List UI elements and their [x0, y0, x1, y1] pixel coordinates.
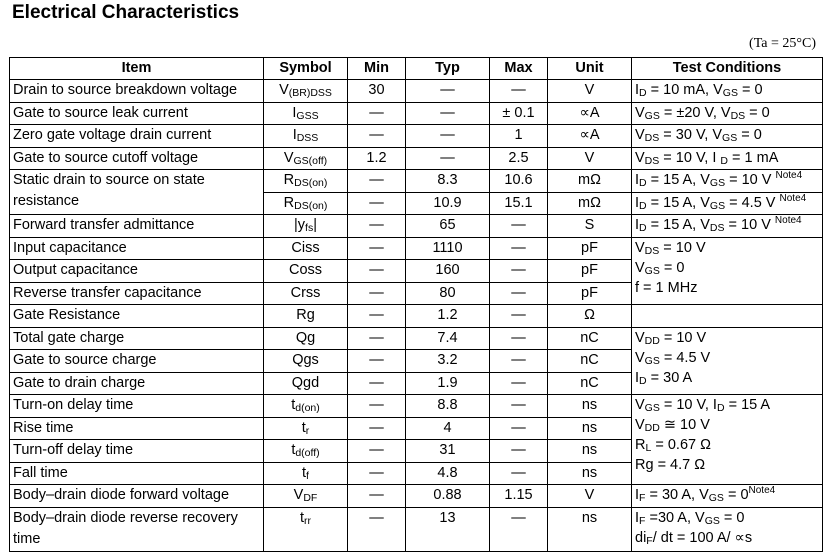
- item-cell: Total gate charge: [10, 327, 264, 350]
- header-unit: Unit: [548, 58, 632, 80]
- item-cell: Drain to source breakdown voltage: [10, 80, 264, 103]
- max-cell: —: [490, 507, 548, 551]
- symbol-cell: $R_{DS(on)}$: [264, 192, 348, 215]
- min-cell: —: [348, 327, 406, 350]
- typ-cell: 31: [406, 440, 490, 463]
- test-condition-cell: $V_{GS} = \pm 20$ V, $V_{DS} = 0$: [632, 102, 823, 125]
- typ-cell: —: [406, 125, 490, 148]
- unit-cell: V: [548, 147, 632, 170]
- item-cell: Rise time: [10, 417, 264, 440]
- header-item: Item: [10, 58, 264, 80]
- unit-cell: V: [548, 80, 632, 103]
- max-cell: —: [490, 305, 548, 328]
- max-cell: 10.6: [490, 170, 548, 193]
- min-cell: —: [348, 125, 406, 148]
- test-condition-cell: $V_{DS} = 30$ V, $V_{GS} = 0$: [632, 125, 823, 148]
- typ-cell: —: [406, 147, 490, 170]
- typ-cell: 8.3: [406, 170, 490, 193]
- unit-cell: S: [548, 215, 632, 238]
- max-cell: —: [490, 282, 548, 305]
- min-cell: —: [348, 440, 406, 463]
- test-condition-cell: $V_{GS} = 10$ V, $I_D = 15$ A $V_{DD}$ ≅ 10 V $R_L = 0.67$ Ω Rg = 4.7 Ω: [632, 395, 823, 485]
- min-cell: —: [348, 507, 406, 551]
- typ-cell: 13: [406, 507, 490, 551]
- test-condition-cell: $V_{DS} = 10$ V, I $_D$ = 1 mA: [632, 147, 823, 170]
- min-cell: —: [348, 417, 406, 440]
- item-cell: Fall time: [10, 462, 264, 485]
- item-cell: Body–drain diode reverse recovery time: [10, 507, 264, 551]
- header-min: Min: [348, 58, 406, 80]
- min-cell: —: [348, 485, 406, 508]
- test-condition-cell: $V_{DD} = 10$ V $V_{GS} = 4.5$ V $I_D = 30$ A: [632, 327, 823, 395]
- electrical-characteristics-table: [9, 57, 823, 552]
- max-cell: —: [490, 372, 548, 395]
- item-cell: Forward transfer admittance: [10, 215, 264, 238]
- min-cell: —: [348, 237, 406, 260]
- unit-cell: ns: [548, 440, 632, 463]
- unit-cell: ns: [548, 462, 632, 485]
- min-cell: —: [348, 102, 406, 125]
- unit-cell: nC: [548, 350, 632, 373]
- item-cell: Gate to drain charge: [10, 372, 264, 395]
- test-condition-cell: $I_D = 10$ mA, $V_{GS} = 0$: [632, 80, 823, 103]
- item-cell: Turn-off delay time: [10, 440, 264, 463]
- typ-cell: 8.8: [406, 395, 490, 418]
- table-row: [10, 170, 823, 193]
- symbol-cell: $|y_{fs}|$: [264, 215, 348, 238]
- typ-cell: 4: [406, 417, 490, 440]
- test-condition-cell: $V_{DS} = 10$ V $V_{GS} = 0$ f = 1 MHz: [632, 237, 823, 305]
- item-cell: Zero gate voltage drain current: [10, 125, 264, 148]
- max-cell: —: [490, 395, 548, 418]
- symbol-cell: Rg: [264, 305, 348, 328]
- symbol-cell: $V_{DF}$: [264, 485, 348, 508]
- unit-cell: nC: [548, 327, 632, 350]
- typ-cell: 4.8: [406, 462, 490, 485]
- unit-cell: mΩ: [548, 192, 632, 215]
- max-cell: 1.15: [490, 485, 548, 508]
- test-condition-cell: $I_D = 15$ A, $V_{GS} = 10$ V $^{Note4}$: [632, 170, 823, 193]
- unit-cell: ∝A: [548, 125, 632, 148]
- max-cell: —: [490, 260, 548, 283]
- typ-cell: 1110: [406, 237, 490, 260]
- min-cell: —: [348, 395, 406, 418]
- test-condition-cell: [632, 305, 823, 328]
- test-condition-cell: $I_F = 30$ A, $V_{GS} = 0^{Note4}$: [632, 485, 823, 508]
- typ-cell: 0.88: [406, 485, 490, 508]
- symbol-cell: $t_{rr}$: [264, 507, 348, 551]
- header-symbol: Symbol: [264, 58, 348, 80]
- max-cell: ± 0.1: [490, 102, 548, 125]
- symbol-cell: $t_f$: [264, 462, 348, 485]
- section-title: Electrical Characteristics: [12, 2, 240, 23]
- typ-cell: 1.2: [406, 305, 490, 328]
- typ-cell: 10.9: [406, 192, 490, 215]
- symbol-cell: $R_{DS(on)}$: [264, 170, 348, 193]
- typ-cell: —: [406, 80, 490, 103]
- min-cell: —: [348, 462, 406, 485]
- max-cell: —: [490, 417, 548, 440]
- table-row: [10, 507, 823, 551]
- temperature-note: (Ta = 25°C): [749, 36, 816, 51]
- item-cell: Gate to source leak current: [10, 102, 264, 125]
- symbol-cell: $t_{d(off)}$: [264, 440, 348, 463]
- table-row: [10, 215, 823, 238]
- item-cell: Static drain to source on state resistance: [10, 170, 264, 215]
- symbol-cell: $I_{DSS}$: [264, 125, 348, 148]
- symbol-cell: Qgs: [264, 350, 348, 373]
- min-cell: —: [348, 215, 406, 238]
- typ-cell: 1.9: [406, 372, 490, 395]
- header-max: Max: [490, 58, 548, 80]
- unit-cell: pF: [548, 260, 632, 283]
- item-cell: Gate to source cutoff voltage: [10, 147, 264, 170]
- typ-cell: 3.2: [406, 350, 490, 373]
- item-cell: Output capacitance: [10, 260, 264, 283]
- unit-cell: pF: [548, 282, 632, 305]
- table-row: [10, 305, 823, 328]
- symbol-cell: Qg: [264, 327, 348, 350]
- table-row: [10, 237, 823, 260]
- symbol-cell: $t_r$: [264, 417, 348, 440]
- typ-cell: 80: [406, 282, 490, 305]
- max-cell: —: [490, 462, 548, 485]
- max-cell: —: [490, 215, 548, 238]
- min-cell: —: [348, 282, 406, 305]
- min-cell: 30: [348, 80, 406, 103]
- typ-cell: 160: [406, 260, 490, 283]
- header-test-conditions: Test Conditions: [632, 58, 823, 80]
- min-cell: —: [348, 305, 406, 328]
- header-row: [10, 58, 823, 80]
- typ-cell: 7.4: [406, 327, 490, 350]
- table-row: [10, 147, 823, 170]
- table-row: [10, 327, 823, 350]
- max-cell: 2.5: [490, 147, 548, 170]
- max-cell: —: [490, 350, 548, 373]
- test-condition-cell: $I_D = 15$ A, $V_{GS} = 4.5$ V $^{Note4}$: [632, 192, 823, 215]
- max-cell: —: [490, 440, 548, 463]
- symbol-cell: Crss: [264, 282, 348, 305]
- max-cell: 15.1: [490, 192, 548, 215]
- table-row: [10, 125, 823, 148]
- header-typ: Typ: [406, 58, 490, 80]
- unit-cell: ns: [548, 395, 632, 418]
- item-cell: Turn-on delay time: [10, 395, 264, 418]
- symbol-cell: $I_{GSS}$: [264, 102, 348, 125]
- unit-cell: ns: [548, 507, 632, 551]
- unit-cell: nC: [548, 372, 632, 395]
- item-cell: Input capacitance: [10, 237, 264, 260]
- min-cell: —: [348, 192, 406, 215]
- max-cell: —: [490, 80, 548, 103]
- table-row: [10, 485, 823, 508]
- item-cell: Reverse transfer capacitance: [10, 282, 264, 305]
- min-cell: —: [348, 350, 406, 373]
- item-cell: Body–drain diode forward voltage: [10, 485, 264, 508]
- min-cell: 1.2: [348, 147, 406, 170]
- max-cell: —: [490, 327, 548, 350]
- symbol-cell: $V_{GS(off)}$: [264, 147, 348, 170]
- min-cell: —: [348, 372, 406, 395]
- max-cell: 1: [490, 125, 548, 148]
- test-condition-cell: $I_F =30$ A, $V_{GS} = 0$ $di_F/$ dt = 100 A/ ∝s: [632, 507, 823, 551]
- unit-cell: ∝A: [548, 102, 632, 125]
- unit-cell: Ω: [548, 305, 632, 328]
- symbol-cell: Qgd: [264, 372, 348, 395]
- table-row: [10, 395, 823, 418]
- typ-cell: 65: [406, 215, 490, 238]
- item-cell: Gate to source charge: [10, 350, 264, 373]
- unit-cell: V: [548, 485, 632, 508]
- unit-cell: ns: [548, 417, 632, 440]
- table-row: [10, 102, 823, 125]
- unit-cell: pF: [548, 237, 632, 260]
- item-cell: Gate Resistance: [10, 305, 264, 328]
- symbol-cell: $t_{d(on)}$: [264, 395, 348, 418]
- symbol-cell: Ciss: [264, 237, 348, 260]
- symbol-cell: $V_{(BR)DSS}$: [264, 80, 348, 103]
- test-condition-cell: $I_D = 15$ A, $V_{DS} = 10$ V $^{Note4}$: [632, 215, 823, 238]
- max-cell: —: [490, 237, 548, 260]
- min-cell: —: [348, 170, 406, 193]
- unit-cell: mΩ: [548, 170, 632, 193]
- table-row: [10, 80, 823, 103]
- symbol-cell: Coss: [264, 260, 348, 283]
- typ-cell: —: [406, 102, 490, 125]
- min-cell: —: [348, 260, 406, 283]
